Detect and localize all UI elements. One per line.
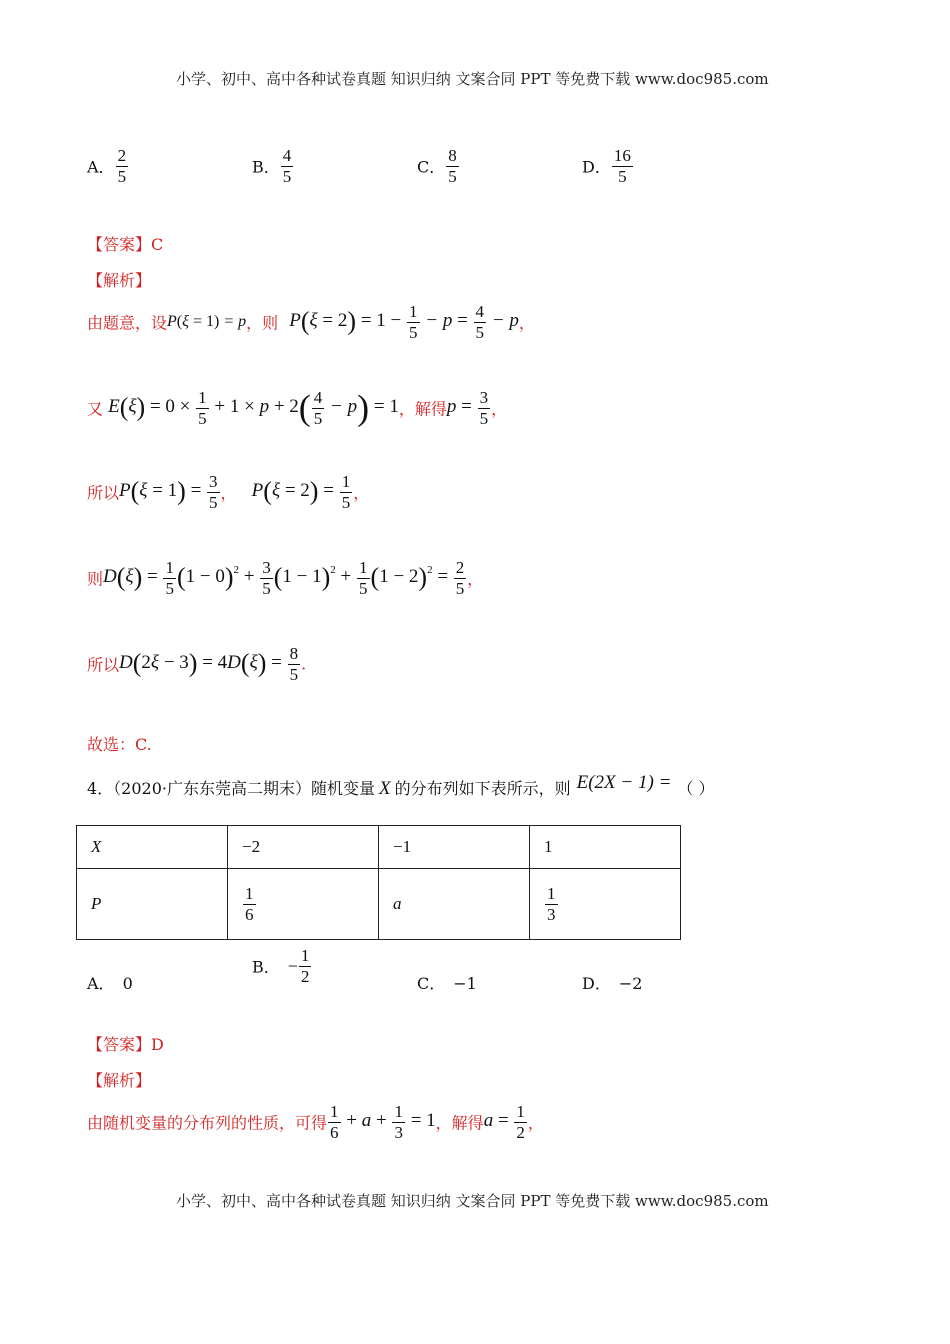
table-cell: −1 bbox=[379, 826, 530, 869]
table-cell: X bbox=[77, 826, 228, 869]
q4-stem: 4．（2020·广东东莞高二期末）随机变量 X 的分布列如下表所示，则 E(2X − 1) = （ ） bbox=[87, 772, 715, 799]
q3-step-2: 又 E(ξ) = 0 × $\frac{1}{5}$ + 1 × p + 2( $\frac{4}{5}$ − p) = 1，解得p = $\frac{3}{5}$ ， bbox=[87, 388, 508, 429]
q4-analysis-title: 【解析】 bbox=[87, 1071, 152, 1090]
page-footer: 小学、初中、高中各种试卷真题 知识归纳 文案合同 PPT 等免费下载 www.doc985.com bbox=[176, 1192, 769, 1210]
page-header: 小学、初中、高中各种试卷真题 知识归纳 文案合同 PPT 等免费下载 www.doc985.com bbox=[176, 70, 769, 88]
table-cell: a bbox=[379, 869, 530, 940]
q3-option-d[interactable]: D． $\frac{16}{5}$ bbox=[582, 146, 631, 186]
q4-option-b[interactable]: B． − $\frac{1}{2}$ bbox=[252, 946, 310, 986]
q3-analysis-title: 【解析】 bbox=[87, 271, 152, 290]
table-cell: 1 bbox=[530, 826, 681, 869]
q3-option-a[interactable]: A． $\frac{2}{5}$ bbox=[87, 146, 127, 186]
fraction: $\frac{2}{5}$ bbox=[117, 146, 127, 186]
q3-option-b[interactable]: B． $\frac{4}{5}$ bbox=[252, 146, 292, 186]
q3-step-3: 所以P(ξ = 1) = $\frac{3}{5}$ ， P(ξ = 2) = $\frac{1}{5}$ ， bbox=[87, 472, 370, 512]
q3-step-4: 则D(ξ) = $\frac{1}{5}$ $(1 - 0)^2$ + $\frac{3}{5}$ $(1 - 1)^2$ + $\frac{1}{5}$ $(1 - 2)^2$ = $\frac{2}{5}$ ， bbox=[87, 558, 484, 598]
table-row bbox=[77, 869, 681, 940]
table-row bbox=[77, 826, 681, 869]
fraction: $\frac{16}{5}$ bbox=[613, 146, 631, 186]
q4-option-d[interactable]: D． −2 bbox=[582, 974, 643, 993]
fraction: $\frac{8}{5}$ bbox=[448, 146, 457, 186]
table-cell: P bbox=[77, 869, 228, 940]
q4-answer: 【答案】D bbox=[87, 1035, 164, 1054]
table-cell: $\frac{1}{3}$ bbox=[530, 869, 681, 940]
q3-conclusion: 故选：C. bbox=[87, 735, 152, 754]
table-cell: −2 bbox=[228, 826, 379, 869]
q3-answer: 【答案】C bbox=[87, 235, 164, 254]
fraction: $\frac{4}{5}$ bbox=[282, 146, 292, 186]
q3-step-1: 由题意，设P(ξ = 1) = p，则 P(ξ = 2) = 1 − $\frac{1}{5}$ − p = $\frac{4}{5}$ − p， bbox=[87, 302, 535, 342]
q3-option-c[interactable]: C． $\frac{8}{5}$ bbox=[417, 146, 457, 186]
q4-option-c[interactable]: C． −1 bbox=[417, 974, 477, 993]
q3-step-5: 所以D(2ξ − 3) = 4D(ξ) = $\frac{8}{5}$ . bbox=[87, 644, 307, 684]
table-cell: $\frac{1}{6}$ bbox=[228, 869, 379, 940]
q4-option-a[interactable]: A． 0 bbox=[87, 974, 133, 993]
q4-step-1: 由随机变量的分布列的性质，可得 $\frac{1}{6}$ + a + $\frac{1}{3}$ = 1，解得a = $\frac{1}{2}$ ， bbox=[87, 1102, 544, 1142]
distribution-table bbox=[76, 825, 681, 940]
